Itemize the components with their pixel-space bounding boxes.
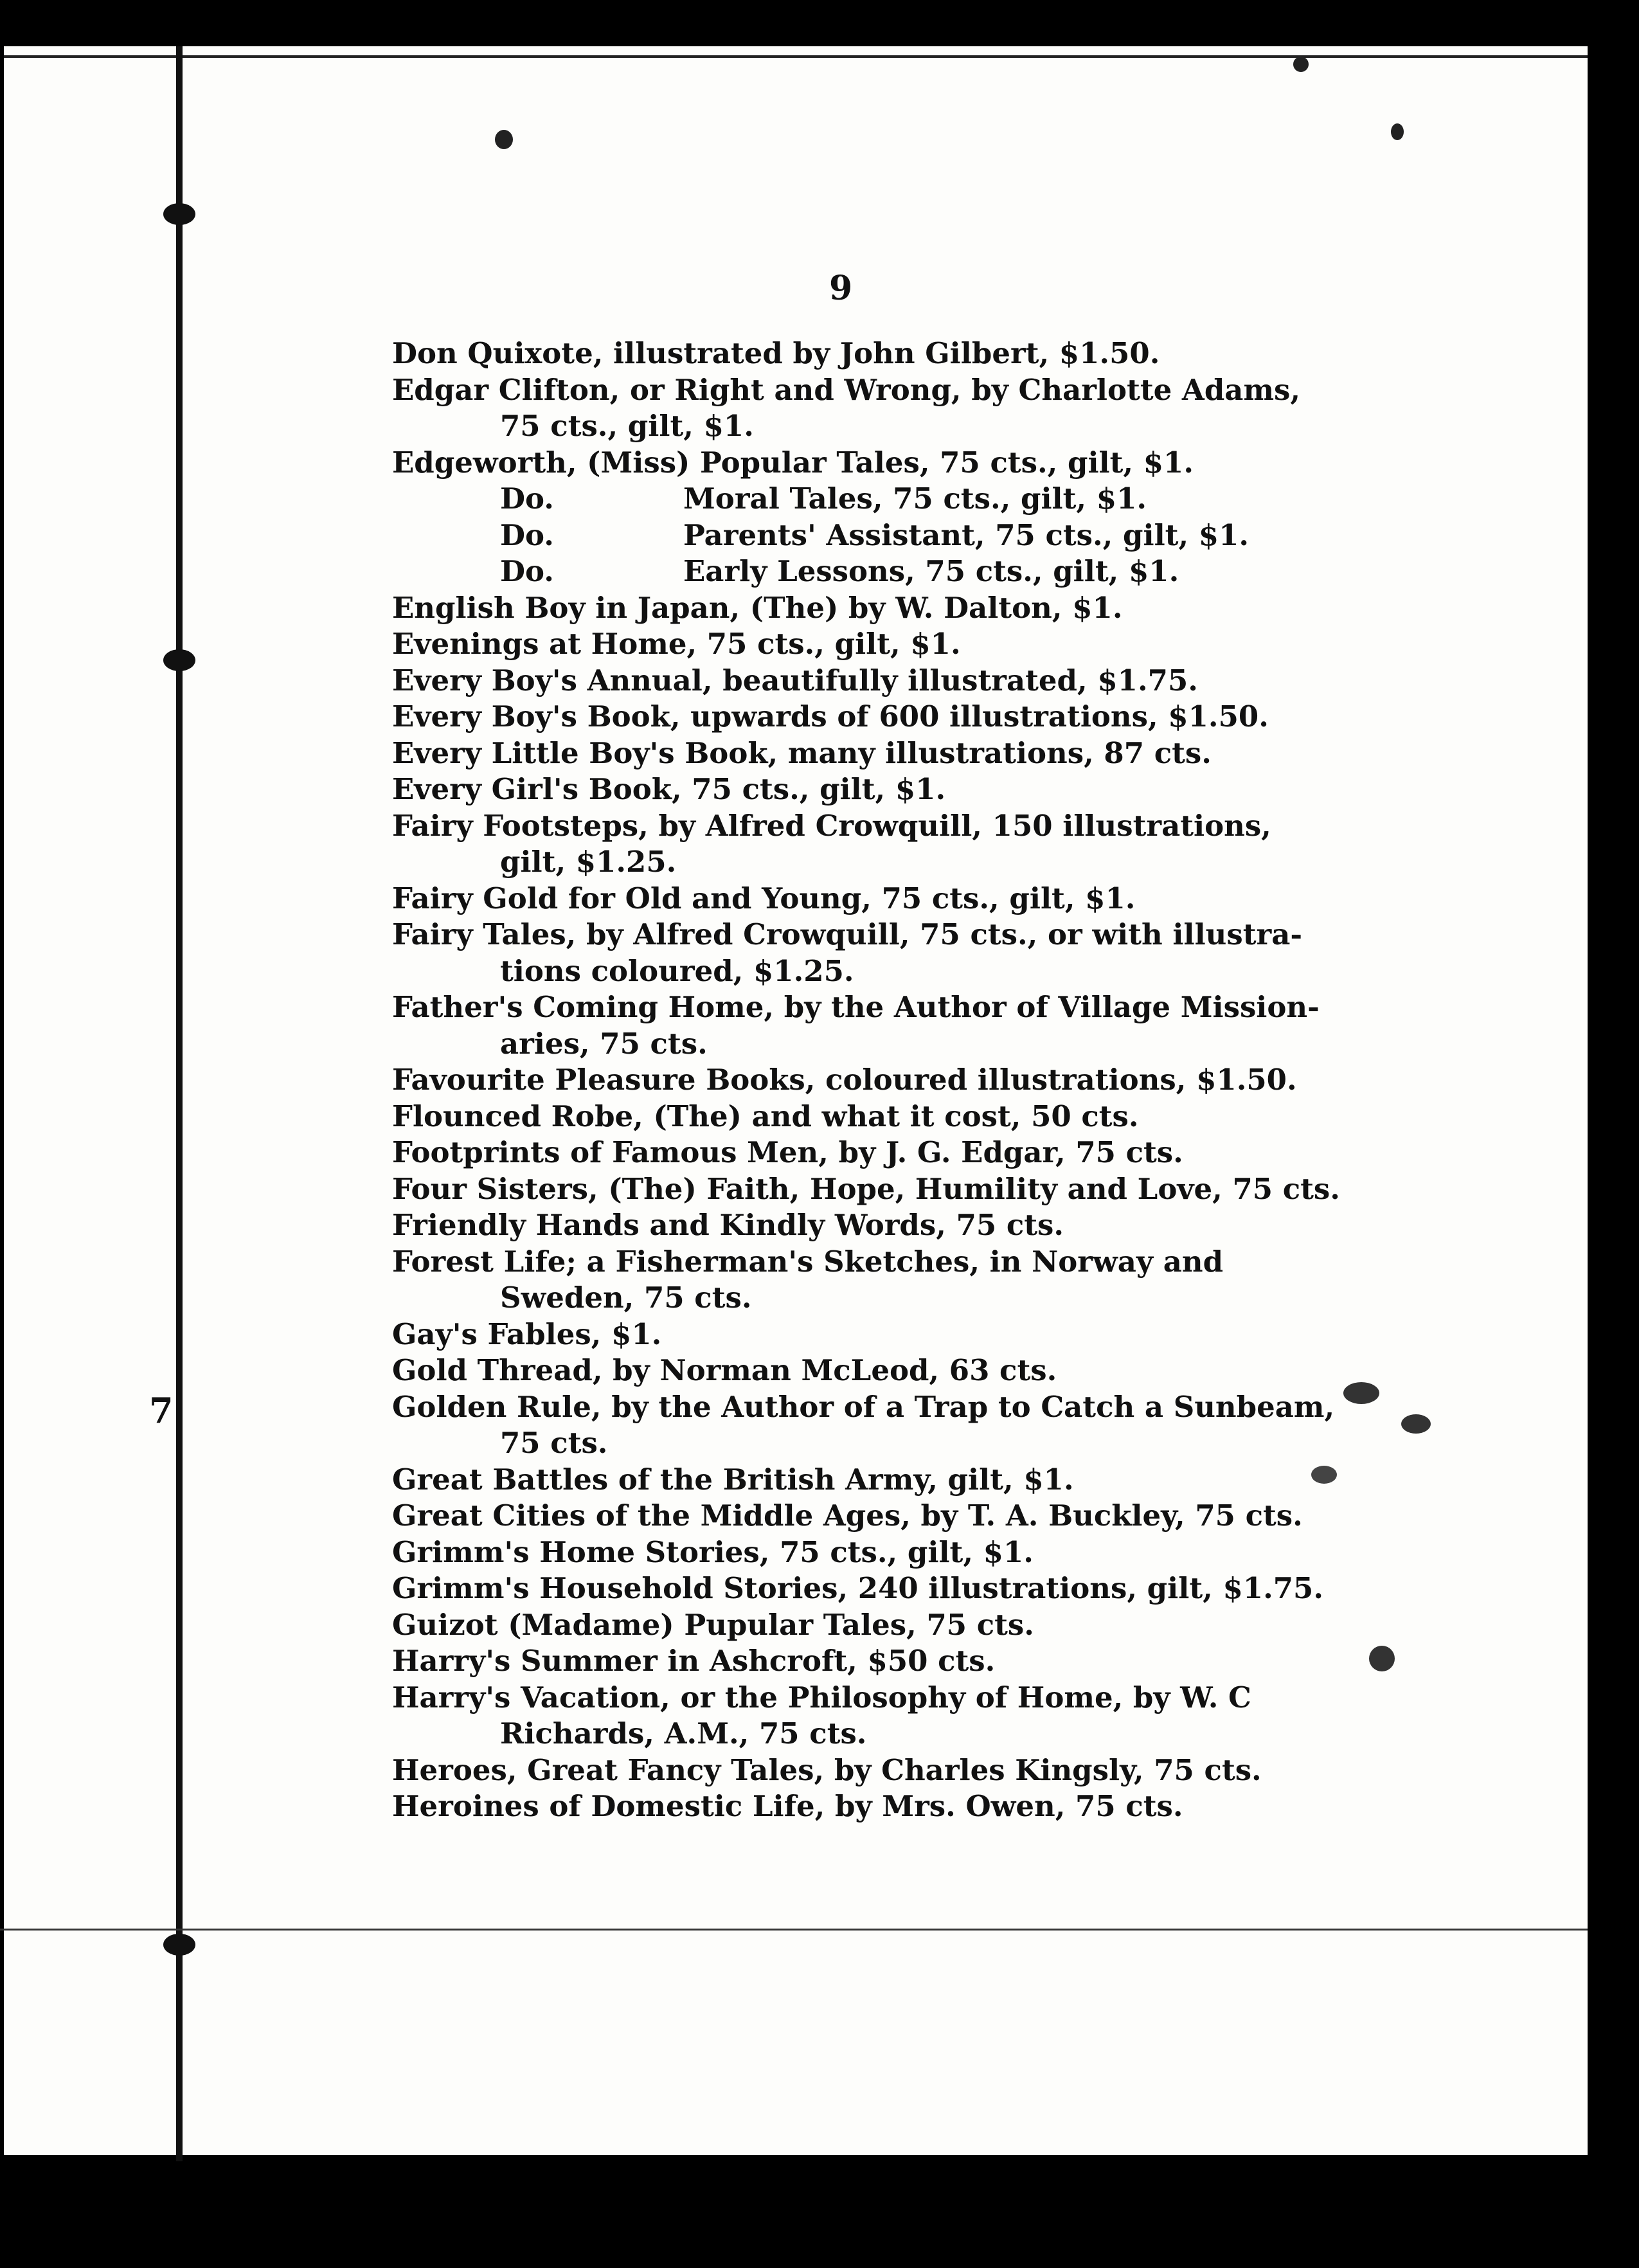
page-number: 9 [829,269,853,308]
margin-mark: 7 [149,1390,174,1431]
catalog-entry: English Boy in Japan, (The) by W. Dalton, $1. [392,590,1123,625]
catalog-entry: Great Cities of the Middle Ages, by T. A. Buckley, 75 cts. [392,1498,1303,1533]
catalog-entry: Don Quixote, illustrated by John Gilbert, $1.50. [392,336,1160,370]
catalog-entry: Flounced Robe, (The) and what it cost, 50 cts. [392,1099,1139,1133]
catalog-entry: Great Battles of the British Army, gilt, $1. [392,1462,1074,1497]
catalog-entry: Heroines of Domestic Life, by Mrs. Owen, 75 cts. [392,1789,1183,1823]
spine-knot [163,649,195,671]
catalog-entry: Harry's Vacation, or the Philosophy of Home, by W. C [392,1680,1251,1715]
ditto-label: Do. [500,518,554,552]
ink-blot [1343,1382,1379,1404]
catalog-entry-continuation: 75 cts. [500,1426,608,1460]
catalog-entry: Harry's Summer in Ashcroft, $50 cts. [392,1644,996,1678]
catalog-entry: Heroes, Great Fancy Tales, by Charles Kingsly, 75 cts. [392,1752,1262,1787]
catalog-entry-continuation: aries, 75 cts. [500,1026,708,1061]
catalog-entry: Friendly Hands and Kindly Words, 75 cts. [392,1208,1064,1242]
catalog-entry: Gay's Fables, $1. [392,1317,662,1351]
catalog-entry: Fairy Gold for Old and Young, 75 cts., gilt, $1. [392,881,1136,915]
catalog-entry-continuation: 75 cts., gilt, $1. [500,409,754,443]
spine-knot [163,1934,195,1956]
film-left-edge [0,46,4,2161]
spine-knot [163,203,195,225]
catalog-entry: Evenings at Home, 75 cts., gilt, $1. [392,627,961,661]
catalog-entry: Every Girl's Book, 75 cts., gilt, $1. [392,772,946,806]
catalog-entry [392,481,1298,518]
ink-blot [1293,57,1309,72]
catalog-entry: Fairy Footsteps, by Alfred Crowquill, 150 illustrations, [392,808,1271,843]
catalog-entry: Four Sisters, (The) Faith, Hope, Humility and Love, 75 cts. [392,1171,1340,1206]
catalog-entry [392,518,1298,554]
ditto-label: Do. [500,482,554,516]
entry-text: Parents' Assistant, 75 cts., gilt, $1. [683,518,1249,552]
binding-spine [176,46,183,2161]
ink-blot [1391,123,1404,140]
catalog-entry: Favourite Pleasure Books, coloured illustrations, $1.50. [392,1063,1297,1097]
catalog-entry-continuation: gilt, $1.25. [500,845,677,879]
catalog-entry: Golden Rule, by the Author of a Trap to Catch a Sunbeam, [392,1389,1335,1424]
catalog-entry: Fairy Tales, by Alfred Crowquill, 75 cts., or with illustra- [392,917,1303,951]
catalog-entry: Footprints of Famous Men, by J. G. Edgar, 75 cts. [392,1135,1183,1169]
catalog-entry: Guizot (Madame) Pupular Tales, 75 cts. [392,1607,1034,1642]
ink-blot [1401,1414,1431,1434]
catalog-entry: Every Little Boy's Book, many illustrations, 87 cts. [392,735,1212,770]
catalog-entry-continuation: Richards, A.M., 75 cts. [500,1716,867,1751]
catalog-entry: Every Boy's Annual, beautifully illustrated, $1.75. [392,663,1198,698]
catalog-entry: Edgar Clifton, or Right and Wrong, by Charlotte Adams, [392,372,1301,407]
catalog-entry: Forest Life; a Fisherman's Sketches, in Norway and [392,1244,1224,1279]
catalog-entry: Every Boy's Book, upwards of 600 illustrations, $1.50. [392,699,1269,734]
entry-text: Early Lessons, 75 cts., gilt, $1. [683,554,1179,588]
ditto-label: Do. [500,554,554,588]
catalog-entry: Father's Coming Home, by the Author of Village Mission- [392,990,1320,1024]
catalog-entry [392,554,1298,590]
catalog-entry: Gold Thread, by Norman McLeod, 63 cts. [392,1353,1057,1387]
ink-blot [1311,1466,1337,1484]
ink-blot [1369,1646,1395,1671]
ink-blot [495,130,513,149]
catalog-entry-continuation: Sweden, 75 cts. [500,1281,752,1315]
catalog-entry: Grimm's Household Stories, 240 illustrations, gilt, $1.75. [392,1571,1324,1605]
page-top-edge [0,55,1588,58]
book-catalog-list [392,336,1340,1825]
entry-text: Moral Tales, 75 cts., gilt, $1. [683,482,1147,516]
catalog-entry: Edgeworth, (Miss) Popular Tales, 75 cts., gilt, $1. [392,445,1194,480]
catalog-entry: Grimm's Home Stories, 75 cts., gilt, $1. [392,1534,1034,1569]
catalog-entry-continuation: tions coloured, $1.25. [500,953,854,988]
fold-line [0,1929,1588,1931]
